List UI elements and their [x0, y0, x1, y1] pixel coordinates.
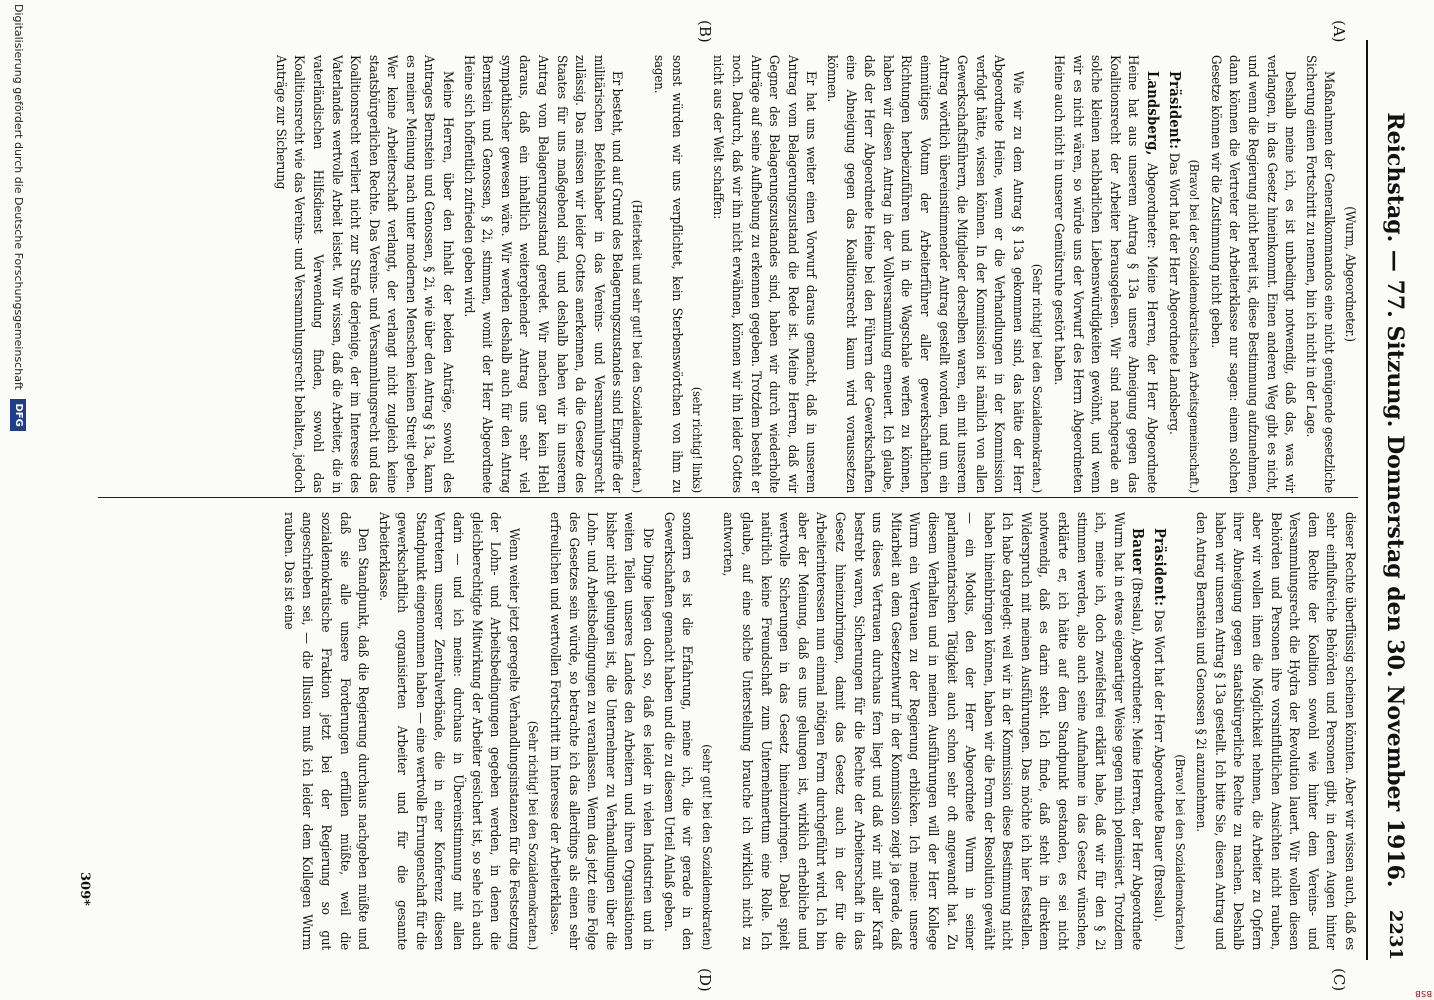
- header-rule: [1366, 40, 1368, 960]
- speaker-name: Landsberg,: [1144, 71, 1162, 156]
- speech-text: Das Wort hat der Herr Abgeordnete Landsberg.: [1165, 152, 1181, 435]
- margin-marker-d: (D): [696, 968, 714, 992]
- dfg-logo: DFG: [10, 399, 26, 430]
- header-page-number: 2231: [1385, 909, 1406, 960]
- paragraph: dieser Rechte überflüssig scheinen könnten. Aber wir wissen auch, daß es sehr einflußreiche Behörden und Personen gibt, in deren Augen hinter dem Rechte der Koalition sowohl wie hinter dem Vereins- und Versammlungsrecht die Hydra der Revolution lauert. Wir wollen diesen Behörden und Personen ihre vorsintflutlichen Ansichten nicht rauben, aber wir wollen ihnen die Möglichkeit nehmen, die Arbeiter zu Opfern ihrer Abneigung gegen staatsbürgerliche Rechte zu machen. Deshalb haben wir unseren Antrag § 13a gestellt. Ich bitte Sie, diesen Antrag und den Antrag Bernstein und Genossen § 2i anzunehmen.: [1193, 512, 1357, 950]
- margin-marker-a: (A): [1330, 20, 1348, 43]
- speaker-name: Bauer: [1129, 528, 1147, 574]
- speaker-paragraph: [1049, 55, 1162, 493]
- paragraph: Maßnahmen der Generalkommandos eine nicht genügende gesetzliche Sicherung einen Fortschritt zu nennen, bin ich nicht in der Lage.: [1302, 55, 1337, 493]
- margin-marker-b: (B): [696, 20, 714, 43]
- paragraph: sonst würden wir uns verpflichtet, kein Sterbenswörtchen von ihm zu sagen.: [650, 55, 685, 493]
- interjection: (Sehr richtig! bei den Sozialdemokraten.): [526, 720, 542, 950]
- paragraph: sondern es ist die Erfahrung, meine ich, die wir gerade in den Gewerkschaften gemacht haben und die zu diesem Urteil Anlaß geben.: [660, 512, 695, 950]
- paragraph: Deshalb meine ich, es ist unbedingt notwendig, daß das, was wir verlangen, in das Gesetz hineinkommt. Einen anderen Weg gibt es nicht, und wenn die Regierung nicht bereit ist, diese Bestimmung aufzunehmen, dann können die Vertreter der Arbeiterklasse nur sagen: einem solchen Gesetze können wir die Zustimmung nicht geben.: [1207, 55, 1298, 493]
- column-divider: [98, 497, 1358, 498]
- paragraph: Er hat uns weiter einen Vorwurf daraus gemacht, daß in unserem Antrag vom Belagerungszustand die Rede ist. Meine Herren, daß wir Gegner des Belagerungszustandes sind, haben wir durch wiederholte Anträge auf seine Aufhebung zu erkennen gegeben. Trotzdem besteht er noch. Dadurch, daß wir ihn nicht erwähnen, können wir ihn leider Gottes nicht aus der Welt schaffen:: [710, 55, 819, 493]
- speaker-paragraph: [1148, 512, 1168, 950]
- right-column: [98, 512, 1358, 950]
- digitization-credit: [6, 0, 30, 1000]
- paragraph: Die Dinge liegen doch so, daß es leider in vielen Industrien und in weiten Teilen unseres Landes den Arbeitern und ihren Organisationen bisher nicht gelungen ist, die Unternehmer zu Verhandlungen über die Lohn- und Arbeitsbedingungen zu veranlassen. Wenn das jetzt eine Folge des Gesetzes sein würde, so betrachte ich das allerdings als einen sehr erfreulichen und wertvollen Fortschritt im Interesse der Arbeiterklasse.: [547, 512, 656, 950]
- speech-text: Das Wort hat der Herr Abgeordnete Bauer (Breslau).: [1151, 609, 1167, 922]
- left-column: [98, 55, 1358, 493]
- speech-text: Abgeordneter: Meine Herren, der Herr Abgeordnete Heine hat aus unserem Antrag § 13a unsere Abneigung gegen das Koalitionsrecht der Arbeiter herausgelesen. Wir sind nachgerade an solche kleinen nachbarlichen Liebenswürdigkeiten gewöhnt, und wenn wir es nicht wären, so würde uns der Vorwurf des Herrn Abgeordneten Heine auch nicht in unserer Gemütsruhe gestört haben.: [1051, 55, 1160, 493]
- interjection: (sehr gut! bei den Sozialdemokraten): [699, 744, 715, 950]
- interjection: (Bravo! bei der Sozialdemokratischen Arbeitsgemeinschaft.): [1187, 159, 1203, 493]
- footer-page-number: 309*: [77, 872, 92, 906]
- running-title: Reichstag. — 77. Sitzung. Donnerstag den 30. November 1916.: [1382, 112, 1408, 888]
- paragraph: Wenn weiter jetzt geregelte Verhandlungsinstanzen für die Festsetzung der Lohn- und Arbeitsbedingungen gegeben werden, in denen die gleichberechtigte Mitwirkung der Arbeiter gesichert ist, so sehe ich auch darin — und ich meine: durchaus in Übereinstimmung mit allen Vertretern unserer Zentralverbände, die in einer Konferenz diesen Standpunkt eingenommen haben — eine wertvolle Errungenschaft für die gewerkschaftlich organisierten Arbeiter und für die gesamte Arbeiterklasse.: [375, 512, 521, 950]
- paragraph: Wie wir zu dem Antrag § 13a gekommen sind, das hätte der Herr Abgeordnete Heine, wenn er die Verhandlungen in der Kommission verfolgt hätte, wissen können. In der Kommission ist nämlich von allen Gewerkschaftsführern, die Mitglieder derselben waren, ein mit unserem Antrag wörtlich übereinstimmender Antrag gestellt worden, und um ein einmütiges Votum der Arbeiterführer aller gewerkschaftlichen Richtungen herbeizuführen und in die Wagschale werfen zu können, haben wir diesen Antrag in der Vollversammlung erneuert. Ich glaube, daß der Herr Abgeordnete Heine bei den Führern der Gewerkschaften eine Abneigung gegen das Koalitionsrecht kaum wird voraussetzen können.: [823, 55, 1025, 493]
- page-header: [1372, 40, 1412, 960]
- speaker-paragraph: [718, 512, 1147, 950]
- speaker-name: Präsident:: [1151, 528, 1169, 607]
- speaker-paragraph: [1163, 55, 1183, 493]
- interjection: (Heiterkeit und sehr gut! bei den Sozialdemokraten.): [630, 199, 646, 493]
- interjection: (sehr richtig! links): [689, 386, 705, 493]
- paragraph: Den Standpunkt, daß die Regierung durchaus nachgeben müßte und daß sie alle unsere Forderungen erfüllen müßte, weil die sozialdemokratische Fraktion jetzt bei der Regierung so gut angeschrieben sei, — die Illusion muß ich leider dem Kollegen Wurm rauben. Das ist eine: [280, 512, 371, 950]
- credit-text: Digitalisierung gefördert durch die Deutsche Forschungsgemeinschaft: [12, 4, 25, 390]
- paragraph: Meine Herren, über den Inhalt der beiden Anträge, sowohl des Antrages Bernstein und Genossen, § 2i, wie über den Antrag § 13a, kann es meiner Meinung nach unter modernen Menschen keinen Streit geben. Wer keine Arbeiterschaft verlangt, der verlangt nicht zugleich keine staatsbürgerlichen Rechte. Das Vereins- und Versammlungsrecht und das Koalitionsrecht verliert nicht zur Strafe derjenige, der im Interesse des Vaterlandes wertvolle Arbeit leistet. Wir wissen, daß die Arbeiter, die in vaterländischen Hilfsdienst Verwendung finden, sowohl das Koalitionsrecht wie das Vereins- und Versammlungsrecht behalten, jedoch Anträge zur Sicherung: [272, 55, 456, 493]
- interjection: (Bravo! bei den Sozialdemokraten.): [1172, 754, 1188, 950]
- speaker-name: Präsident:: [1165, 71, 1183, 150]
- bsb-watermark: BSB: [1414, 989, 1432, 998]
- speaker-continuation: (Wurm, Abgeordneter.): [1342, 206, 1357, 342]
- paragraph: Er besteht, und auf Grund des Belagerungszustandes sind Eingriffe der militärischen Befehlshaber in das Vereins- und Versammlungsrecht zulässig. Das müssen wir leider Gottes anerkennen, da die Gesetze des Staates für uns maßgebend sind, und deshalb haben wir in unserem Antrag vom Belagerungszustand geredet. Wir machen gar kein Hehl daraus, daß ein inhaltlich weitergehender Antrag uns sehr viel sympathischer gewesen wäre. Wir werden deshalb auch für den Antrag Bernstein und Genossen, § 2i, stimmen, womit der Herr Abgeordnete Heine sich hoffentlich zufrieden geben wird.: [460, 55, 625, 493]
- interjection: (Sehr richtig! bei den Sozialdemokraten.): [1030, 263, 1046, 493]
- margin-marker-c: (C): [1330, 968, 1348, 992]
- speech-text: (Breslau), Abgeordneter: Meine Herren, der Herr Abgeordnete Wurm hat in etwas eigenartiger Weise gegen mich polemisiert. Trotzdem ich, meine ich, doch zweifelsfrei erklärt habe, daß wir für den § 2i stimmen werden, also auch seine Aufnahme in das Gesetz wünschen, erklärte er, ich hätte auf dem Standpunkt gestanden, es sei nicht notwendig, daß es darin steht. Ich finde, daß steht in direktem Widerspruch mit meinen Ausführungen. Das möchte ich hier feststellen. Ich habe dargelegt: weil wir in der Kommission diese Bestimmung nicht haben hineinbringen können, haben wir die Form der Resolution gewählt — ein Modus, den der Herr Abgeordnete Wurm in seiner parlamentarischen Tätigkeit auch schon sehr oft angewandt hat. Zu diesem Verhalten und in meinen Ausführungen will der Herr Kollege Wurm ein Vertrauen zu der Regierung erblicken. Ich meine: unsere Mitarbeit an dem Gesetzentwurf in der Kommission zeigt ja gerade, daß uns dieses Vertrauen durchaus fern liegt und daß wir mit aller Kraft bestrebt waren, Sicherungen für die Rechte der Arbeiterschaft in das Gesetz hineinzubringen, damit das Gesetz auch in der für die Arbeiterinteressen nun einmal nötigen Form durchgeführt wird. Ich bin aber der Meinung, daß es uns gelungen ist, wirklich erhebliche und wertvolle Sicherungen in das Gesetz hineinzubringen. Dabei spielt natürlich keine Freundschaft zum Unternehmertum eine Rolle. Ich glaube, auf eine solche Unterstellung brauche ich wirklich nicht zu antworten,: [720, 512, 1145, 950]
